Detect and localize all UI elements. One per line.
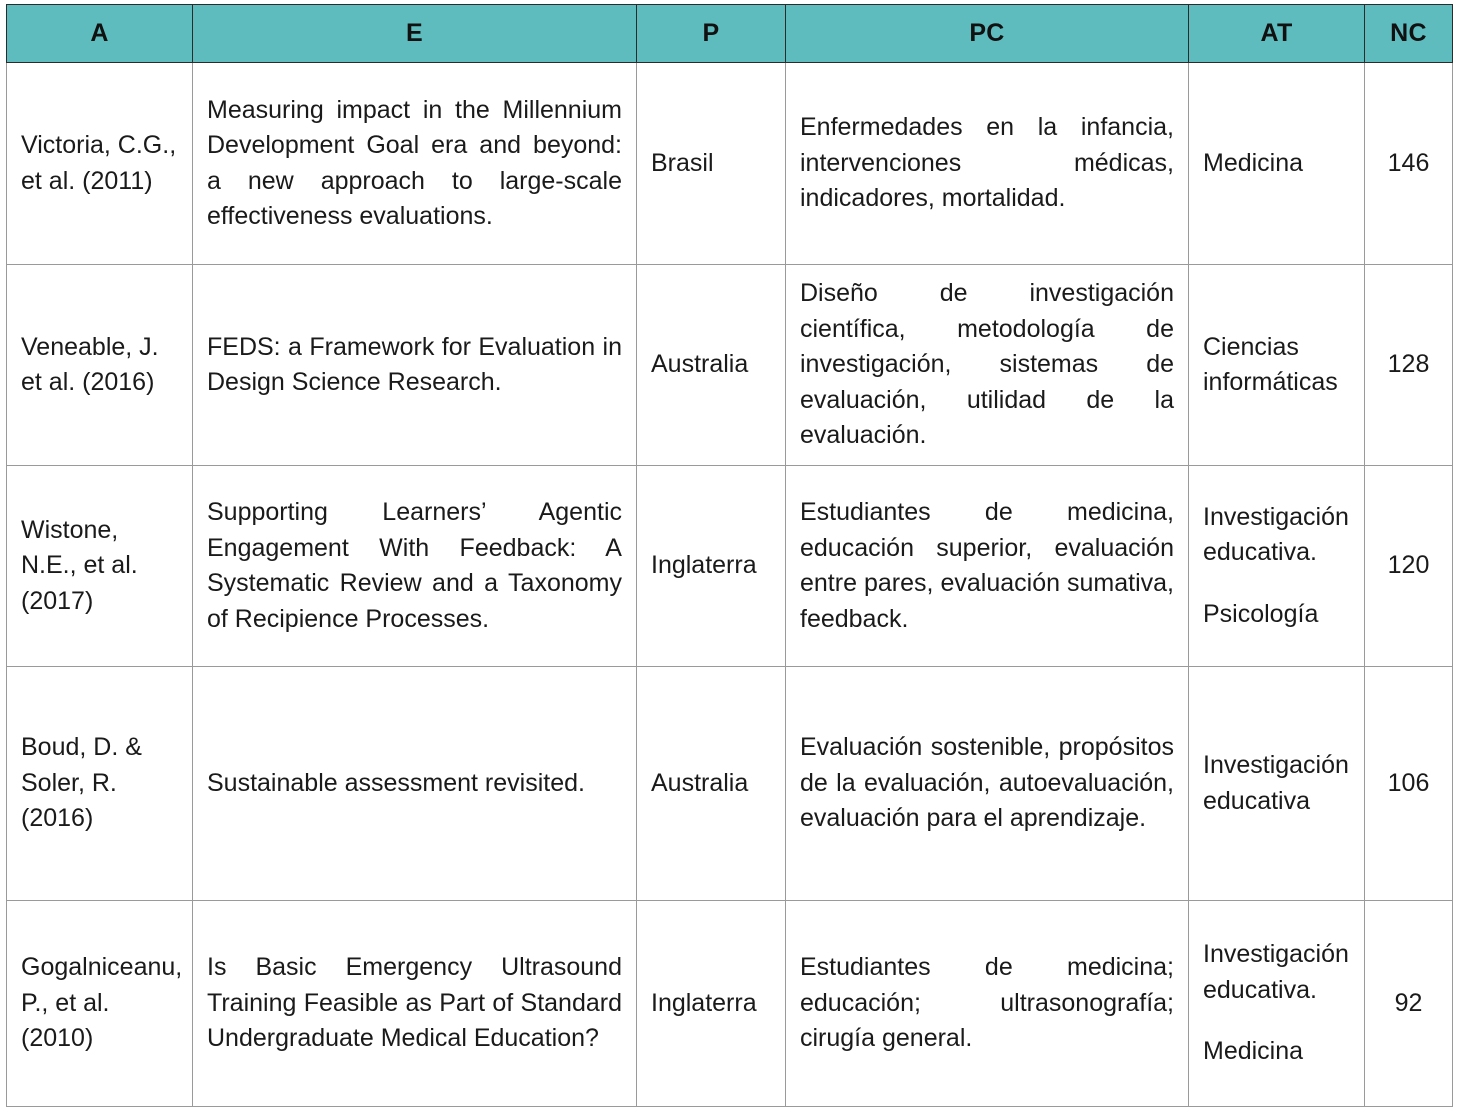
cell-keywords: Estudiantes de medicina, educación superior, evaluación entre pares, evaluación sumativa, feedback.	[786, 466, 1189, 667]
cell-citations: 106	[1365, 667, 1453, 901]
cell-area-line-1: Medicina	[1203, 148, 1304, 177]
literature-review-table	[6, 4, 1453, 1107]
cell-area-line-1: Investigación educativa.	[1203, 940, 1349, 1004]
table-row	[7, 667, 1453, 901]
column-header-p: P	[637, 5, 786, 63]
cell-author: Gogalniceanu, P., et al. (2010)	[7, 901, 193, 1107]
cell-study: Supporting Learners’ Agentic Engagement With Feedback: A Systematic Review and a Taxonomy of Recipience Processes.	[193, 466, 637, 667]
cell-author: Wistone, N.E., et al. (2017)	[7, 466, 193, 667]
cell-keywords: Evaluación sostenible, propósitos de la evaluación, autoevaluación, evaluación para el aprendizaje.	[786, 667, 1189, 901]
table-row	[7, 63, 1453, 265]
table-row	[7, 466, 1453, 667]
cell-area	[1189, 901, 1365, 1107]
cell-area-line-1: Ciencias informáticas	[1203, 332, 1338, 396]
cell-author: Victoria, C.G., et al. (2011)	[7, 63, 193, 265]
cell-area-line-1: Investigación educativa	[1203, 751, 1349, 815]
table-body	[7, 63, 1453, 1107]
cell-citations: 128	[1365, 265, 1453, 466]
cell-area	[1189, 63, 1365, 265]
cell-area	[1189, 265, 1365, 466]
cell-area	[1189, 667, 1365, 901]
cell-area	[1189, 466, 1365, 667]
cell-author: Veneable, J. et al. (2016)	[7, 265, 193, 466]
cell-area-spacer	[1203, 1008, 1350, 1034]
column-header-nc: NC	[1365, 5, 1453, 63]
cell-area-line-2: Medicina	[1203, 1037, 1304, 1066]
cell-country: Australia	[637, 265, 786, 466]
cell-author: Boud, D. & Soler, R. (2016)	[7, 667, 193, 901]
cell-area-spacer	[1203, 571, 1350, 597]
cell-citations: 120	[1365, 466, 1453, 667]
table-row	[7, 265, 1453, 466]
cell-study: Measuring impact in the Millennium Development Goal era and beyond: a new approach to large-scale effectiveness evaluations.	[193, 63, 637, 265]
cell-study: FEDS: a Framework for Evaluation in Design Science Research.	[193, 265, 637, 466]
cell-keywords: Enfermedades en la infancia, intervenciones médicas, indicadores, mortalidad.	[786, 63, 1189, 265]
column-header-at: AT	[1189, 5, 1365, 63]
cell-citations: 146	[1365, 63, 1453, 265]
table-header	[7, 5, 1453, 63]
column-header-a: A	[7, 5, 193, 63]
column-header-pc: PC	[786, 5, 1189, 63]
cell-area-line-2: Psicología	[1203, 599, 1319, 628]
cell-study: Is Basic Emergency Ultrasound Training Feasible as Part of Standard Undergraduate Medical Education?	[193, 901, 637, 1107]
column-header-e: E	[193, 5, 637, 63]
table-row	[7, 901, 1453, 1107]
header-row	[7, 5, 1453, 63]
cell-country: Australia	[637, 667, 786, 901]
cell-study: Sustainable assessment revisited.	[193, 667, 637, 901]
cell-keywords: Diseño de investigación científica, metodología de investigación, sistemas de evaluación, utilidad de la evaluación.	[786, 265, 1189, 466]
cell-area-line-1: Investigación educativa.	[1203, 502, 1349, 567]
cell-country: Brasil	[637, 63, 786, 265]
cell-country: Inglaterra	[637, 901, 786, 1107]
cell-country: Inglaterra	[637, 466, 786, 667]
cell-keywords: Estudiantes de medicina; educación; ultrasonografía; cirugía general.	[786, 901, 1189, 1107]
cell-citations: 92	[1365, 901, 1453, 1107]
